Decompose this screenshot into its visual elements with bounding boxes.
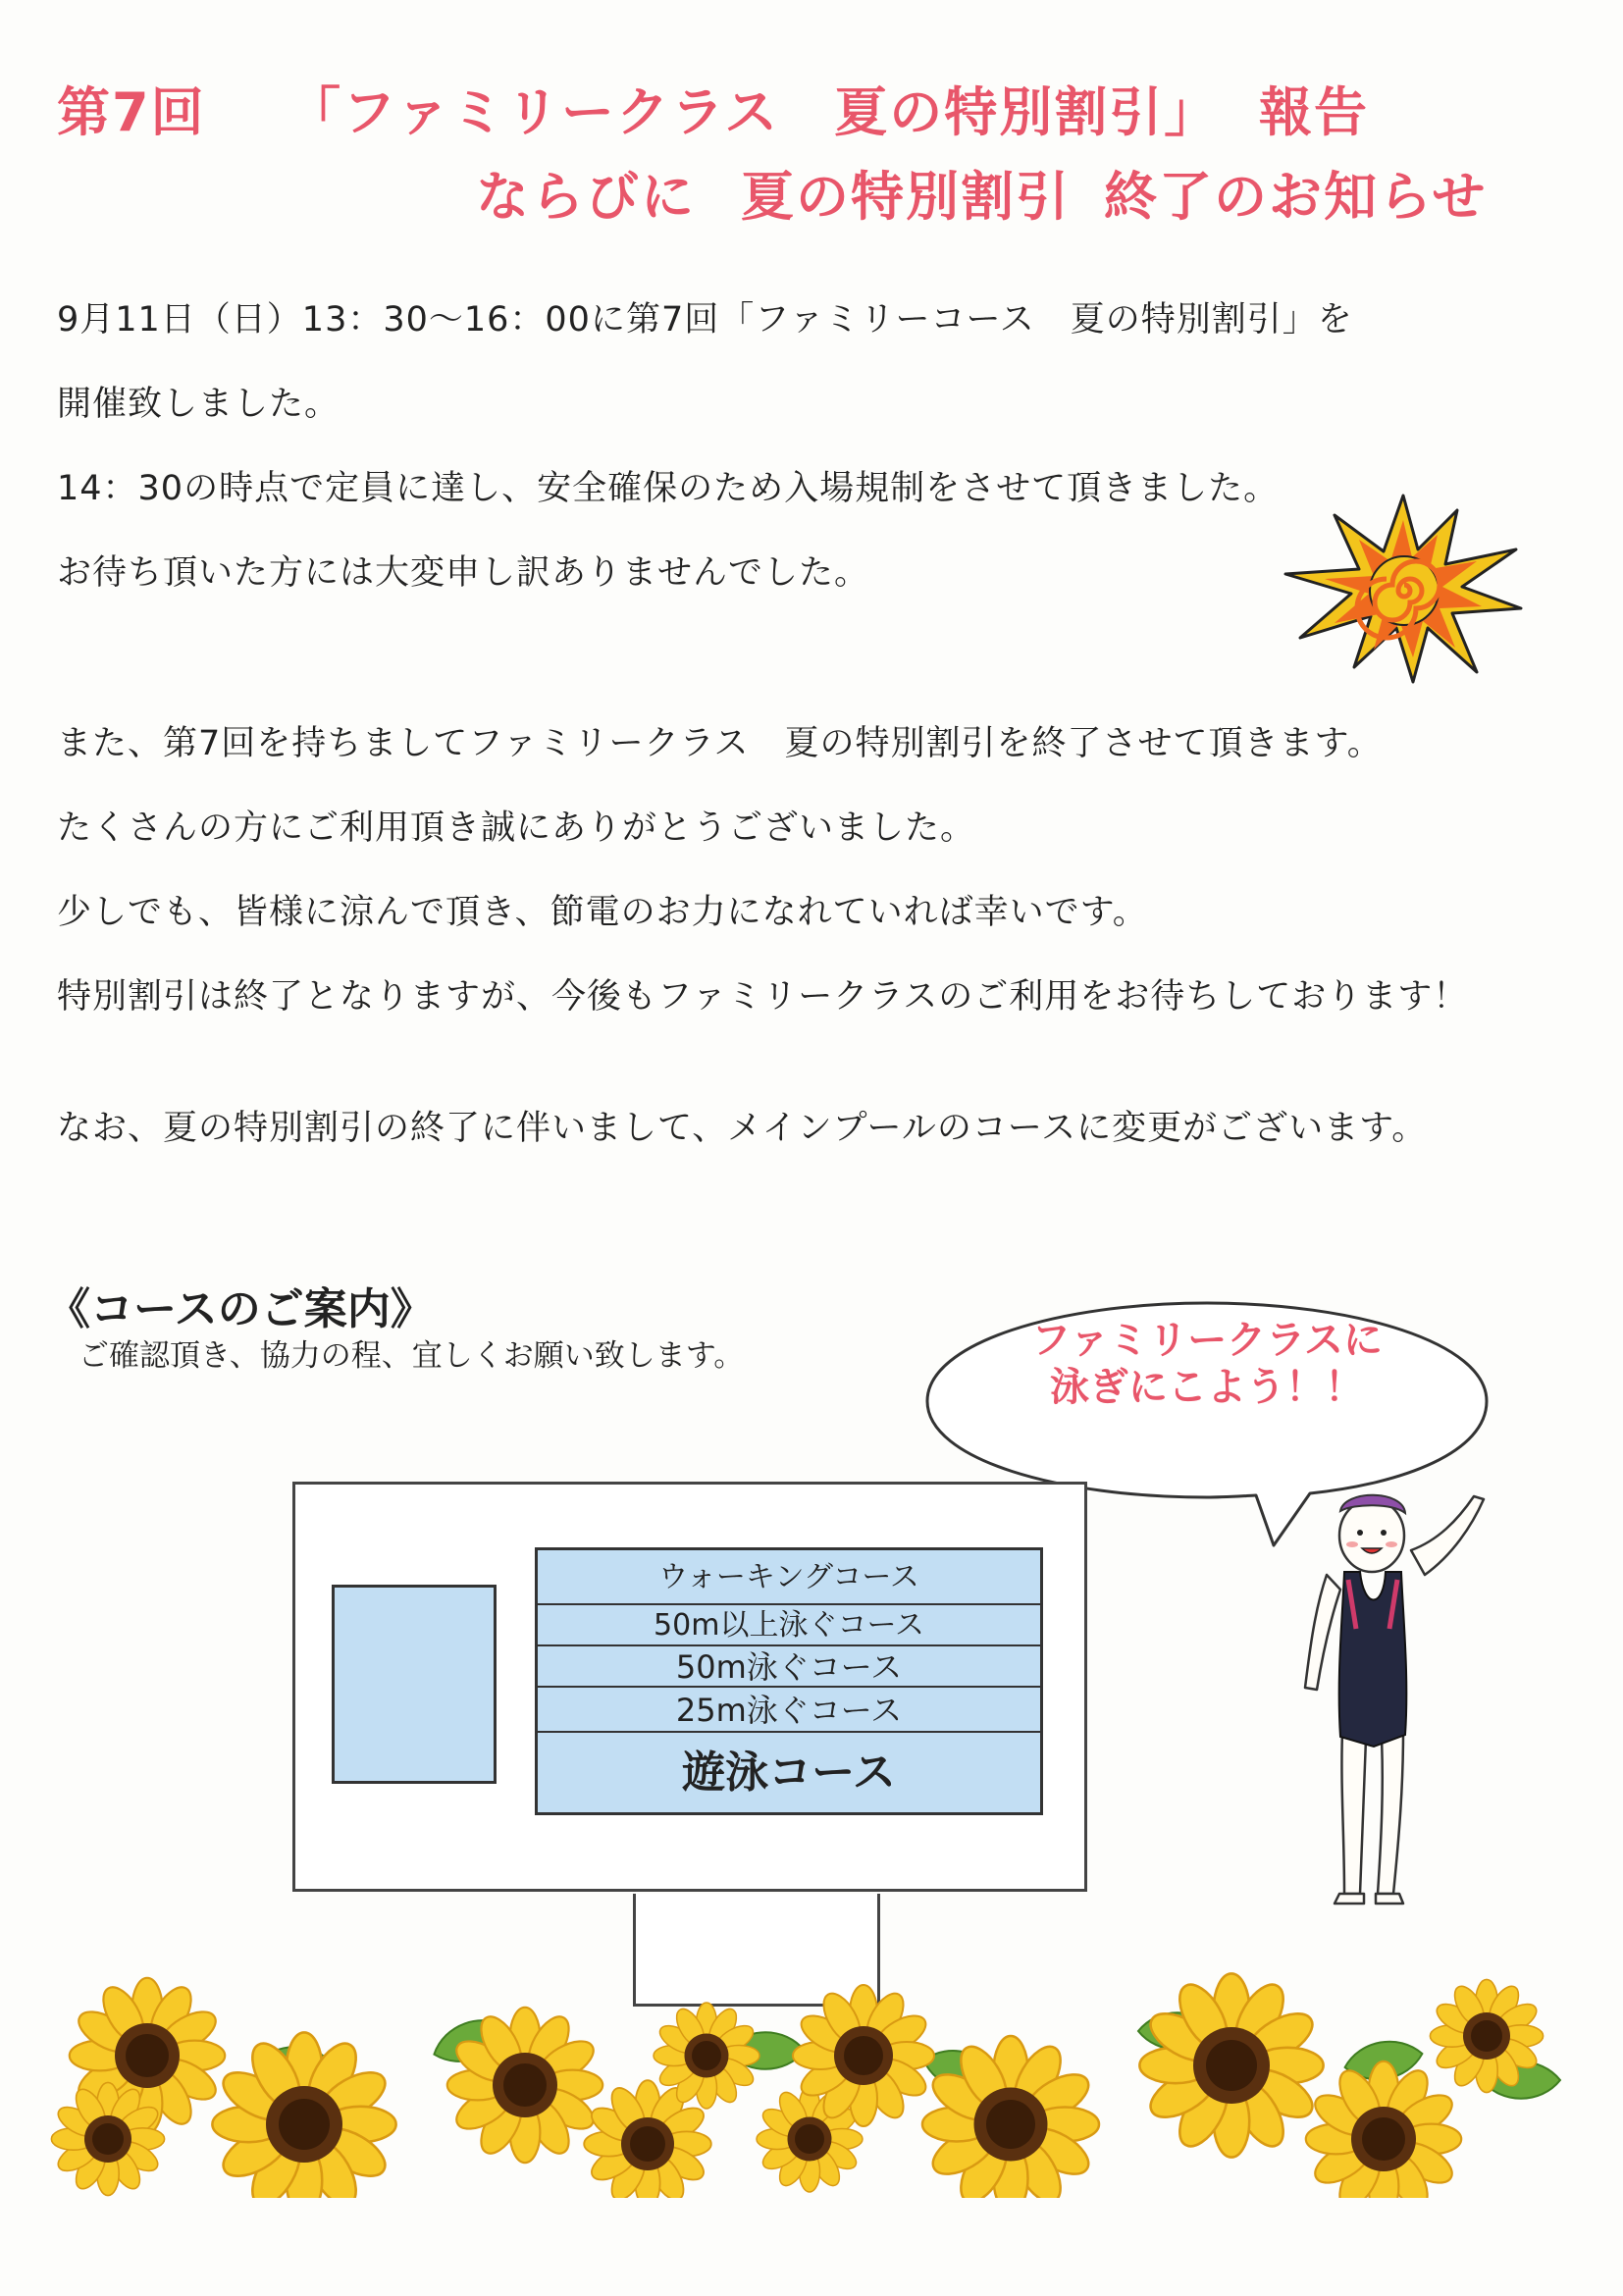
lane-25m: 25m泳ぐコース <box>538 1688 1040 1733</box>
sub-pool <box>332 1585 497 1784</box>
sunflower-border <box>39 1962 1570 2198</box>
event-report-paragraph <box>57 278 1353 615</box>
paragraph-line: お待ち頂いた方には大変申し訳ありませんでした。 <box>57 553 870 593</box>
paragraph-line: 少しでも、皆様に涼んで頂き、節電のお力になれていれば幸いです。 <box>57 893 1148 932</box>
paragraph-line: なお、夏の特別割引の終了に伴いまして、メインプールのコースに変更がございます。 <box>57 1109 1428 1148</box>
paragraph-line: また、第7回を持ちましてファミリークラス 夏の特別割引を終了させて頂きます。 <box>57 724 1383 763</box>
title-conjunction: ならびに <box>476 166 696 228</box>
paragraph-line: 開催致しました。 <box>57 385 340 424</box>
title-report-word: 報告 <box>1259 81 1369 143</box>
main-pool-lanes <box>535 1547 1043 1815</box>
lane-free-swim: 遊泳コース <box>682 1748 896 1798</box>
title-event-name: 「ファミリークラス 夏の特別割引」 <box>288 81 1220 143</box>
paragraph-line: 14：30の時点で定員に達し、安全確保のため入場規制をさせて頂きました。 <box>57 469 1280 508</box>
speech-bubble-text <box>1001 1317 1413 1411</box>
title-line-2 <box>476 155 1487 231</box>
bubble-line: ファミリークラスに <box>1031 1318 1383 1363</box>
title-issue-number: 第7回 <box>57 81 206 143</box>
lane-50m: 50m泳ぐコース <box>538 1646 1040 1688</box>
lane-walking: ウォーキングコース <box>538 1550 1040 1605</box>
course-guide-heading: 《コースのご案内》 <box>47 1284 434 1334</box>
course-change-paragraph <box>57 1086 1427 1171</box>
paragraph-line: たくさんの方にご利用頂き誠にありがとうございました。 <box>57 809 976 848</box>
bubble-line: 泳ぎにこよう！！ <box>1050 1365 1364 1410</box>
swimmer-illustration <box>1266 1482 1501 1913</box>
course-guide-subheading: ご確認頂き、協力の程、宜しくお願い致します。 <box>79 1338 745 1374</box>
paragraph-line: 9月11日（日）13：30～16：00に第7回「ファミリーコース 夏の特別割引」を <box>57 300 1353 339</box>
discount-end-paragraph <box>57 702 1468 1039</box>
title-discount-name: 夏の特別割引 <box>741 166 1071 228</box>
title-line-1 <box>57 71 1369 146</box>
paragraph-line: 特別割引は終了となりますが、今後もファミリークラスのご利用をお待ちしております！ <box>57 977 1469 1017</box>
title-end-notice: 終了のお知らせ <box>1104 166 1488 228</box>
sun-illustration <box>1281 491 1526 687</box>
lane-50m-plus: 50m以上泳ぐコース <box>538 1605 1040 1646</box>
